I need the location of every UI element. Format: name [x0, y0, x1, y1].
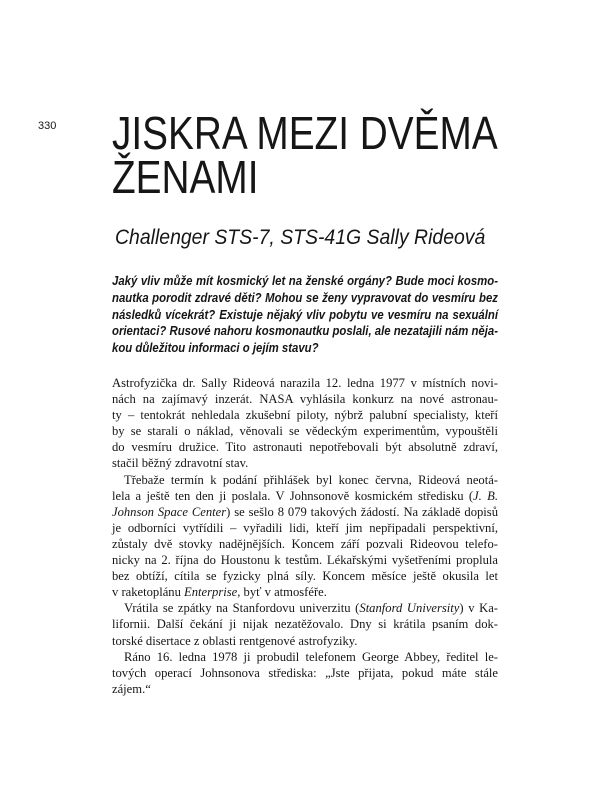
body-line: [112, 536, 498, 552]
chapter-title: [112, 107, 572, 203]
body-line-text: lifornii. Další čekání ji nijak nezatěžovalo. Dny si krátila psaním dok-: [112, 617, 498, 632]
body-text-segment: , byť v atmosféře.: [237, 585, 327, 600]
chapter-title-line: ŽENAMI: [112, 151, 259, 203]
body-line-text: ty – tentokrát nehledala zkušební piloty, nýbrž palubní specialisty, kteří: [112, 408, 498, 423]
body-line-text: nách na zajímavý inzerát. NASA vyhlásila konkurz na nové astronau-: [112, 392, 498, 407]
body-line: [112, 455, 498, 471]
body-line-text: tových operací Johnsonova střediska: „Jste přijata, pokud máte stále: [112, 665, 498, 680]
body-line: [112, 681, 498, 697]
body-text-segment: ) v Ka-: [459, 601, 498, 616]
body-line-text: Ráno 16. ledna 1978 ji probudil telefonem George Abbey, ředitel le-: [124, 649, 498, 664]
body-paragraph: [112, 600, 498, 648]
body-line: [112, 584, 498, 600]
body-line: [112, 439, 498, 455]
body-line: [112, 633, 498, 649]
body-line: [112, 504, 498, 520]
body-line: [112, 616, 498, 632]
body-line: [112, 600, 498, 616]
body-line-text: do vesmíru družice. Tito astronauti nepotřebovali být absolutně zdraví,: [112, 440, 498, 455]
body-paragraph: [112, 472, 498, 601]
body-line-text: nicky na 2. října do Houstonu k testům. Lékařskými vyšetřeními proplula: [112, 553, 498, 568]
body-text-segment: Vrátila se zpátky na Stanfordovu univerzitu (: [124, 601, 360, 616]
body-line: [112, 520, 498, 536]
body-text-segment: v raketoplánu: [112, 585, 185, 600]
body-line: [112, 391, 498, 407]
body-line-text: Astrofyzička dr. Sally Rideová narazila 12. ledna 1977 v místních novi-: [112, 376, 498, 390]
body-line: [112, 407, 498, 423]
body-line-text: zůstaly dvě stovky nadějnějších. Koncem září pozvali Rideovou telefo-: [112, 536, 498, 551]
chapter-intro: [112, 273, 498, 357]
body-paragraph: [112, 375, 498, 472]
body-text-segment: ) se sešlo 8 079 takových žádostí. Na základě dopisů: [226, 504, 498, 519]
body-line: [112, 472, 498, 488]
chapter-title-line: JISKRA MEZI DVĚMA: [112, 107, 498, 159]
body-text-segment: lela a ještě ten den ji poslala. V Johnsonově kosmickém středisku (: [112, 488, 474, 503]
body-line-text: Třebaže termín k podání přihlášek byl konec června, Rideová neotá-: [124, 472, 498, 487]
body-line-text: stačil běžný zdravotní stav.: [112, 456, 249, 471]
intro-line-text: kou důležitou informaci o jejím stavu?: [112, 340, 319, 356]
intro-line-text: orientaci? Rusové nahoru kosmonautku poslali, ale nezatajili nám něja-: [112, 323, 498, 339]
intro-line: [112, 273, 498, 290]
body-line-text: [124, 600, 498, 616]
italic-term: Stanford University: [359, 601, 460, 616]
body-line: [112, 375, 498, 391]
body-line-text: [112, 504, 498, 520]
body-paragraph: [112, 649, 498, 697]
page-number: 330: [38, 120, 57, 132]
body-line: [112, 552, 498, 568]
chapter-subtitle: Challenger STS-7, STS-41G Sally Rideová: [115, 226, 486, 249]
body-line: [112, 488, 498, 504]
body-line: [112, 649, 498, 665]
body-line: [112, 568, 498, 584]
intro-line: [112, 307, 498, 324]
intro-line: [112, 340, 498, 357]
body-line-text: je odborníci vytřídili – vyřadili lidi, kteří jim nepřipadali perspektivní,: [112, 520, 498, 535]
body-line-text: bez obtíží, cítila se fyzicky plná síly. Koncem měsíce ještě okusila let: [112, 569, 498, 584]
italic-term: J. B.: [473, 488, 498, 503]
body-line: [112, 423, 498, 439]
body-line-text: [112, 584, 327, 600]
italic-term: Enterprise: [184, 585, 238, 600]
intro-line: [112, 290, 498, 307]
intro-line-text: Jaký vliv může mít kosmický let na ženské orgány? Bude moci kosmo-: [112, 273, 498, 288]
italic-term: Johnson Space Center: [112, 504, 227, 519]
intro-line: [112, 323, 498, 340]
intro-line-text: následků vícekrát? Existuje nějaký vliv pobytu ve vesmíru na sexuální: [112, 306, 498, 322]
body-line: [112, 665, 498, 681]
body-line-text: zájem.“: [112, 681, 151, 696]
body-line-text: [112, 488, 498, 504]
body-line-text: by se starali o náklad, věnovali se vědeckým experimentům, vypouštěli: [112, 424, 498, 439]
chapter-body: [112, 375, 498, 697]
body-line-text: torské disertace z oblasti rentgenové astrofyziky.: [112, 633, 358, 648]
intro-line-text: nautka porodit zdravé děti? Mohou se ženy vypravovat do vesmíru bez: [112, 289, 498, 305]
